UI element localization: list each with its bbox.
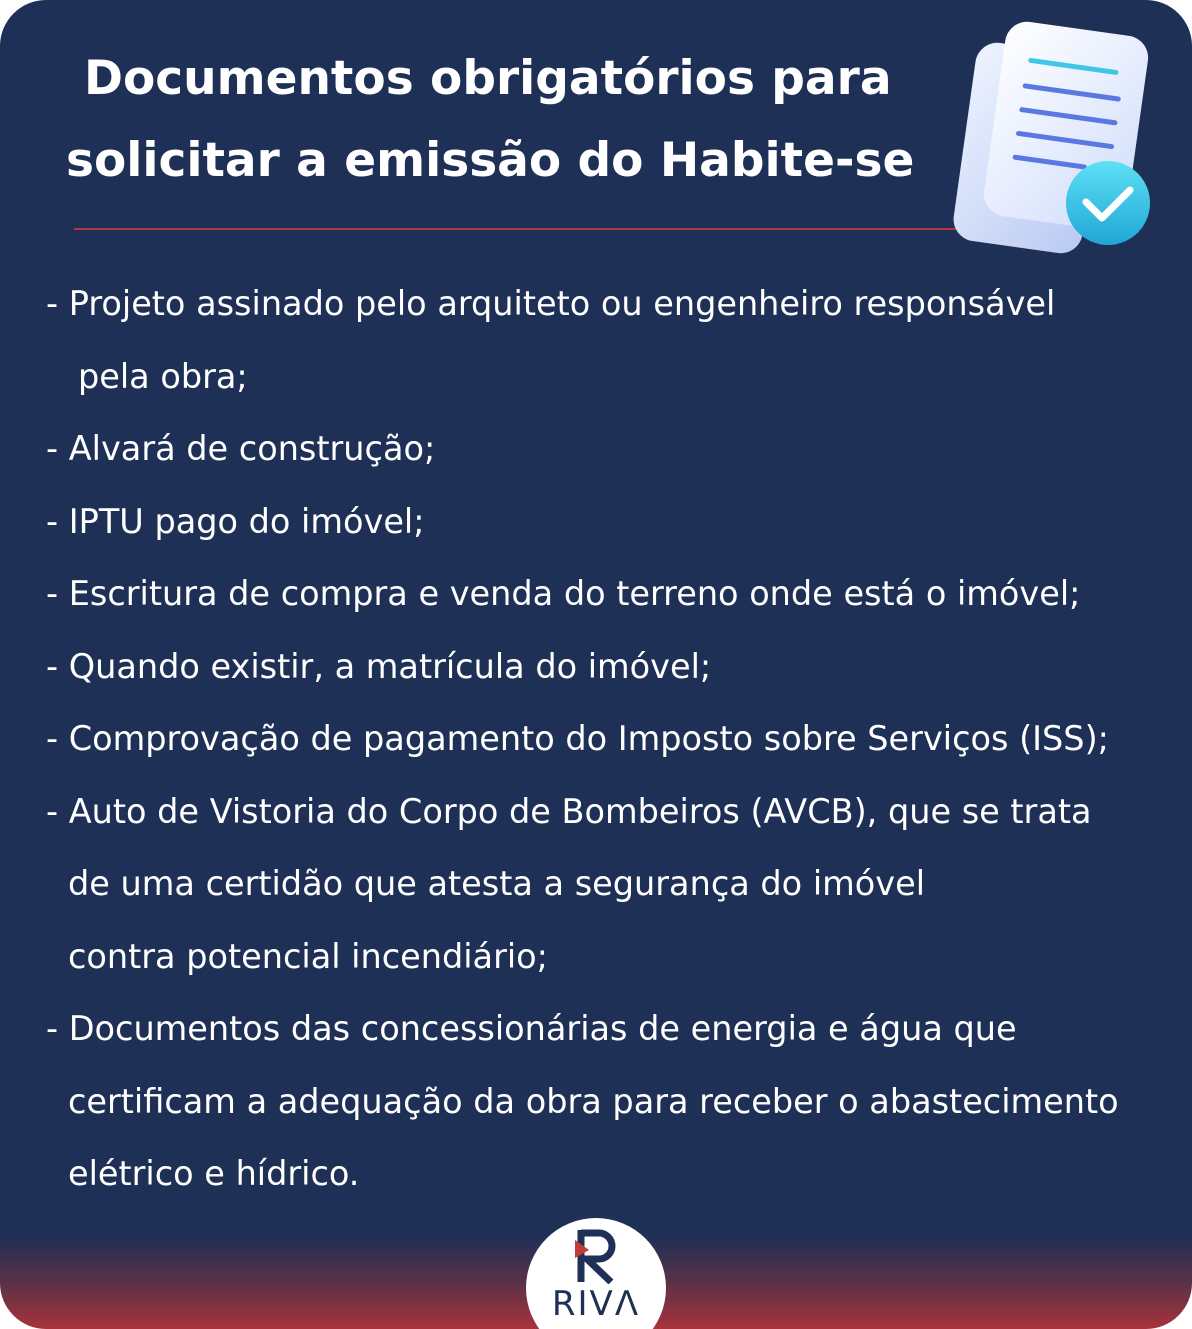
- list-item-text: - Auto de Vistoria do Corpo de Bombeiros (AVCB), que se trata: [46, 791, 1092, 831]
- list-item: [46, 631, 1166, 704]
- list-item: [46, 268, 1166, 413]
- list-item-continuation: certificam a adequação da obra para receber o abastecimento: [68, 1081, 1119, 1121]
- list-item: [46, 703, 1166, 776]
- document-check-icon: [950, 20, 1160, 265]
- list-item: [46, 558, 1166, 631]
- documents-list: [46, 268, 1166, 1211]
- list-item-continuation: de uma certidão que atesta a segurança do imóvel: [68, 864, 925, 903]
- title-line-1: Documentos obrigatórios para: [84, 51, 892, 106]
- title-line-2: solicitar a emissão do Habite-se: [66, 133, 915, 188]
- list-item-continuation: elétrico e hídrico.: [68, 1154, 360, 1193]
- list-item-text: - Escritura de compra e venda do terreno onde está o imóvel;: [46, 574, 1081, 613]
- riva-logo: [526, 1218, 666, 1329]
- list-item-text: - Quando existir, a matrícula do imóvel;: [46, 646, 712, 686]
- list-item: [46, 776, 1166, 994]
- page-title: [66, 38, 946, 202]
- list-item: [46, 486, 1166, 559]
- list-item-text: - Documentos das concessionárias de energia e água que: [46, 1009, 1017, 1048]
- list-item-text: - IPTU pago do imóvel;: [46, 501, 425, 541]
- list-item: [46, 993, 1166, 1211]
- title-divider: [74, 228, 964, 230]
- list-item-text: - Alvará de construção;: [46, 429, 436, 468]
- list-item: [46, 413, 1166, 486]
- list-item-text: - Projeto assinado pelo arquiteto ou engenheiro responsável: [46, 284, 1056, 323]
- logo-wordmark: RIVΛ: [551, 1284, 641, 1324]
- list-item-continuation: contra potencial incendiário;: [68, 936, 548, 976]
- riva-r-logo-icon: [575, 1228, 619, 1284]
- list-item-text: - Comprovação de pagamento do Imposto sobre Serviços (ISS);: [46, 719, 1109, 758]
- list-item-continuation: pela obra;: [78, 356, 248, 396]
